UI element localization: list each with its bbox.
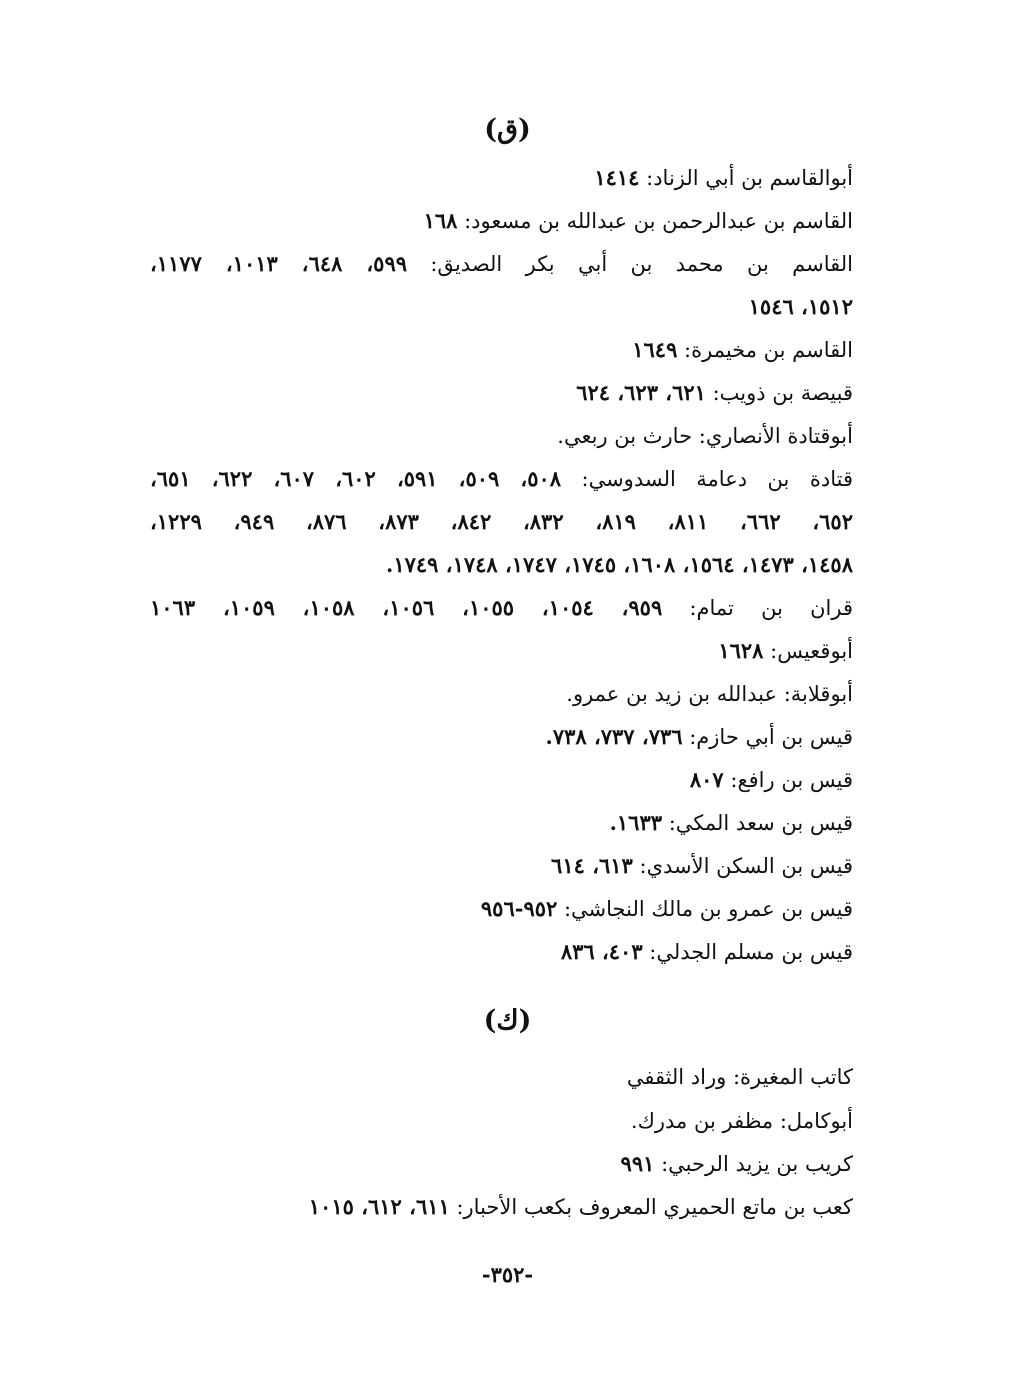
entry-refs: ٦١٣، ٦١٤ [551, 853, 633, 878]
index-entry [566, 674, 853, 714]
index-entry [631, 1101, 853, 1141]
index-entry [632, 330, 853, 370]
entry-name: قيس بن سعد المكي: [662, 811, 853, 835]
entry-refs: ٩٥٢-٩٥٦ [480, 896, 558, 921]
entry-name: أبوقلابة: عبدالله بن زيد بن عمرو. [566, 682, 853, 706]
index-entry-continuation [386, 545, 853, 585]
page-number: -٣٥٢- [481, 1262, 534, 1287]
entry-name: قران بن تمام: [662, 596, 853, 620]
entry-refs: ١٤٥٨، ١٤٧٣، ١٥٦٤، ١٦٠٨، ١٧٤٥، ١٧٤٧، ١٧٤٨، ١٧٤٩. [386, 552, 853, 577]
entry-refs: ٥٠٨، ٥٠٩، ٥٩١، ٦٠٢، ٦٠٧، ٦٢٢، ٦٥١، [150, 466, 562, 491]
index-entry [690, 760, 853, 800]
entry-refs: ٨٠٧ [689, 767, 724, 792]
entry-name: قتادة بن دعامة السدوسي: [561, 467, 853, 491]
index-entry [424, 201, 853, 241]
index-entry [481, 889, 853, 929]
index-entry [309, 1187, 853, 1227]
entry-refs: ٦٢١، ٦٢٣، ٦٢٤ [576, 380, 706, 405]
index-entry [150, 459, 853, 499]
index-entry [551, 846, 853, 886]
entry-name: قيس بن السكن الأسدي: [632, 854, 853, 878]
entry-name: قيس بن مسلم الجدلي: [642, 940, 853, 964]
index-entry [546, 717, 854, 757]
index-entry [621, 1144, 853, 1184]
entry-name: القاسم بن عبدالرحمن بن عبدالله بن مسعود: [457, 209, 853, 233]
index-entry [627, 1057, 853, 1097]
entry-refs: ٦٥٢، ٦٦٢، ٨١١، ٨١٩، ٨٣٢، ٨٤٢، ٨٧٣، ٨٧٦، ٩٤٩، ١٢٢٩، [150, 509, 853, 534]
entry-refs: ٩٩١ [620, 1151, 655, 1176]
index-entry [557, 416, 853, 456]
index-entry [561, 932, 853, 972]
entry-refs: ٤٠٣، ٨٣٦ [560, 939, 643, 964]
entry-refs: ٥٩٩، ٦٤٨، ١٠١٣، ١١٧٧، [150, 251, 408, 276]
section-heading-kaf: (ك) [483, 1005, 532, 1036]
entry-refs: ١٥١٢، ١٥٤٦ [748, 294, 853, 319]
index-entry [594, 158, 853, 198]
entry-name: كاتب المغيرة: وراد الثقفي [626, 1065, 853, 1089]
index-entry-continuation [749, 287, 853, 327]
entry-name: أبوقعيس: [763, 639, 853, 663]
entry-refs: ١٦٣٣. [609, 810, 663, 835]
entry-name: قيس بن عمرو بن مالك النجاشي: [557, 897, 853, 921]
entry-refs: ١٦٨ [423, 208, 458, 233]
entry-name: القاسم بن مخيمرة: [677, 338, 853, 362]
entry-name: كعب بن ماتع الحميري المعروف بكعب الأحبار: [449, 1195, 853, 1219]
entry-name: كريب بن يزيد الرحبي: [654, 1152, 853, 1176]
entry-name: أبوقتادة الأنصاري: حارث بن ربعي. [557, 424, 853, 448]
entry-name: أبوكامل: مظفر بن مدرك. [630, 1109, 853, 1133]
entry-refs: ٦١١، ٦١٢، ١٠١٥ [308, 1194, 450, 1219]
section-heading-qaf: (ق) [484, 114, 531, 145]
index-entry [150, 244, 853, 284]
entry-name: القاسم بن محمد بن أبي بكر الصديق: [407, 252, 854, 276]
entry-refs: ١٦٢٨ [718, 638, 764, 663]
entry-name: قيس بن أبي حازم: [682, 725, 853, 749]
index-entry [718, 631, 853, 671]
entry-name: قيس بن رافع: [723, 768, 853, 792]
index-entry [610, 803, 853, 843]
entry-name: قبيصة بن ذويب: [705, 381, 853, 405]
entry-refs: ٩٥٩، ١٠٥٤، ١٠٥٥، ١٠٥٦، ١٠٥٨، ١٠٥٩، ١٠٦٣ [150, 595, 663, 620]
entry-name: أبوالقاسم بن أبي الزناد: [639, 166, 853, 190]
entry-refs: ١٦٤٩ [632, 337, 678, 362]
entry-refs: ٧٣٦، ٧٣٧، ٧٣٨. [545, 724, 683, 749]
entry-refs: ١٤١٤ [594, 165, 640, 190]
index-entry [576, 373, 853, 413]
index-entry [150, 588, 853, 628]
index-entry-continuation [150, 502, 853, 542]
